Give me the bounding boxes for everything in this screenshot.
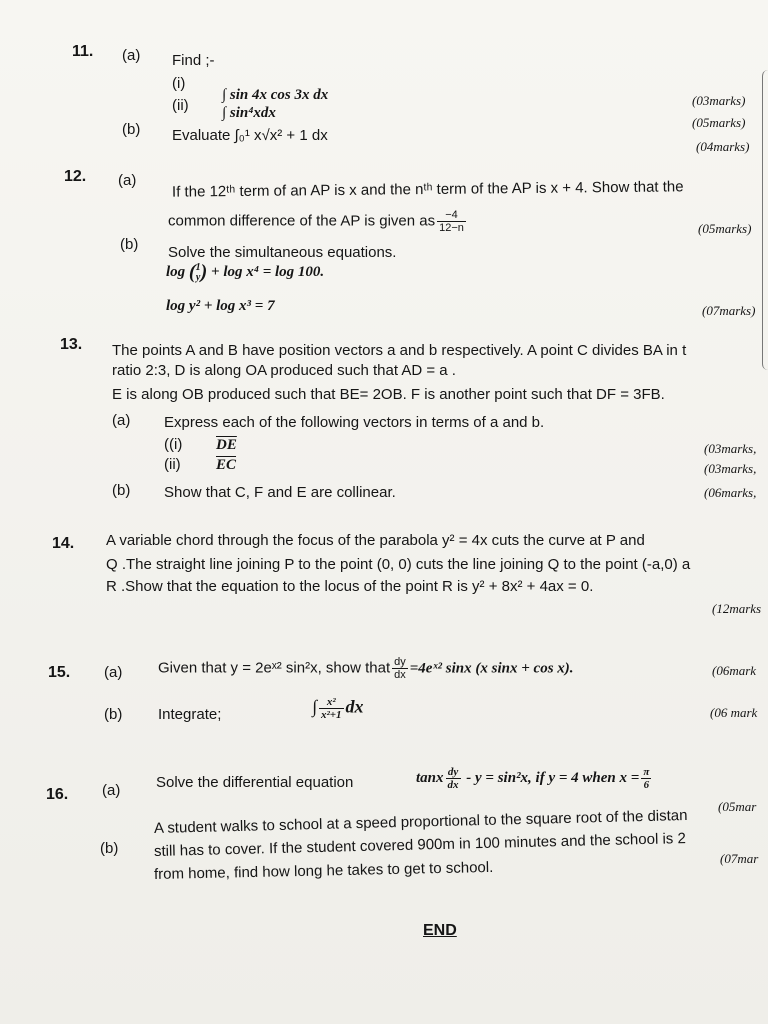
q14-text-3: R .Show that the equation to the locus of the point R is y² + 8x² + 4ax = 0. (106, 578, 594, 595)
q11-marks-3: (04marks) (696, 139, 750, 154)
end-label: END (423, 922, 457, 939)
q15-text-2: Integrate; (158, 706, 222, 723)
q12-text-3: Solve the simultaneous equations. (168, 244, 397, 261)
q13-sub-ii: (ii) (164, 456, 181, 473)
q13-part-a: (a) (112, 412, 131, 429)
q15-integral: ∫ $\frac{\text{x²}}{\text{x²+1}}$ dx (312, 696, 364, 721)
q12-equation-2: log y² + log x³ = 7 (166, 298, 275, 314)
q15-text-1: Given that y = 2eˣ² sin²x, show that $\frac{dy}{dx}$ =4eˣ² sinx (x sinx + cos x). (158, 656, 574, 681)
q14-marks: (12marks (712, 601, 762, 616)
q16-marks-2: (07mar (720, 851, 759, 866)
page-edge-mark (762, 70, 768, 370)
q16-text-1: Solve the differential equation (156, 774, 354, 791)
q13-vector-de: $\overline{DE}$ (216, 437, 237, 453)
q13-marks-3: (06marks, (704, 485, 757, 500)
q13-text-2: ratio 2:3, D is along OA produced such that AD = a . (112, 362, 456, 379)
q15-marks-2: (06 mark (710, 705, 758, 720)
q15-part-a: (a) (104, 664, 123, 681)
q14-text-1: A variable chord through the focus of the parabola y² = 4x cuts the curve at P and (106, 532, 645, 549)
q11-expr-i: ∫ sin 4x cos 3x dx (222, 87, 329, 103)
q16-marks-1: (05mar (718, 799, 757, 814)
q11-part-a: (a) (122, 47, 141, 64)
q11-number: 11. (72, 43, 94, 60)
q14-number: 14. (52, 535, 75, 552)
q16-part-b: (b) (100, 840, 119, 857)
q11-evaluate: Evaluate ∫₀¹ x√x² + 1 dx (172, 127, 328, 144)
q12-equation-1: log (1 y) + log x⁴ = log 100. (166, 261, 325, 284)
q13-sub-i: ((i) (164, 436, 183, 453)
q11-marks-1: (03marks) (692, 93, 746, 108)
q15-part-b: (b) (104, 706, 123, 723)
q16-number: 16. (46, 786, 69, 803)
q16-part-a: (a) (102, 782, 121, 799)
q12-fraction: $\frac{-4}{12-n}$ (439, 209, 464, 234)
q11-find: Find ;- (172, 52, 215, 69)
q12-text-1: If the 12ᵗʰ term of an AP is x and the nᵗʰ term of the AP is x + 4. Show that the (171, 178, 684, 201)
q16-text-3: still has to cover. If the student covered 900m in 100 minutes and the school is 2 (153, 830, 687, 860)
q13-marks-2: (03marks, (704, 461, 757, 476)
q12-number: 12. (64, 168, 87, 185)
q12-marks-1: (05marks) (698, 221, 752, 236)
q13-marks-1: (03marks, (704, 441, 757, 456)
q13-text-3: E is along OB produced such that BE= 2OB. F is another point such that DF = 3FB. (112, 386, 665, 403)
q13-part-b: (b) (112, 482, 131, 499)
q11-sub-i: (i) (172, 75, 186, 92)
q15-derivative: $\frac{dy}{dx}$ (394, 656, 406, 681)
q16-equation: tanx $\frac{dy}{dx}$ - y = sin²x, if y = 4 when x = $\frac{\pi}{6}$ (416, 766, 650, 791)
q14-text-2: Q .The straight line joining P to the point (0, 0) cuts the line joining Q to the point (-a,0) a (106, 556, 691, 573)
q15-number: 15. (48, 664, 71, 681)
q16-text-2: A student walks to school at a speed proportional to the square root of the distan (153, 806, 688, 837)
q13-text-1: The points A and B have position vectors a and b respectively. A point C divides BA in t (112, 342, 687, 359)
q13-text-5: Show that C, F and E are collinear. (164, 484, 396, 501)
q15-marks-1: (06mark (712, 663, 757, 678)
q12-part-b: (b) (120, 236, 139, 253)
q13-number: 13. (60, 336, 83, 353)
q16-text-4: from home, find how long he takes to get to school. (153, 858, 494, 883)
q12-part-a: (a) (118, 172, 137, 189)
q13-text-4: Express each of the following vectors in terms of a and b. (164, 414, 545, 431)
q12-marks-2: (07marks) (702, 303, 756, 318)
q11-sub-ii: (ii) (172, 97, 189, 114)
q13-vector-ec: $\overline{EC}$ (216, 457, 237, 473)
q11-expr-ii: ∫ sin⁴xdx (222, 105, 276, 121)
q11-part-b: (b) (122, 121, 141, 138)
q12-text-2: common difference of the AP is given as $\frac{-4}{12-n}$ (168, 209, 464, 234)
q11-marks-2: (05marks) (692, 115, 746, 130)
